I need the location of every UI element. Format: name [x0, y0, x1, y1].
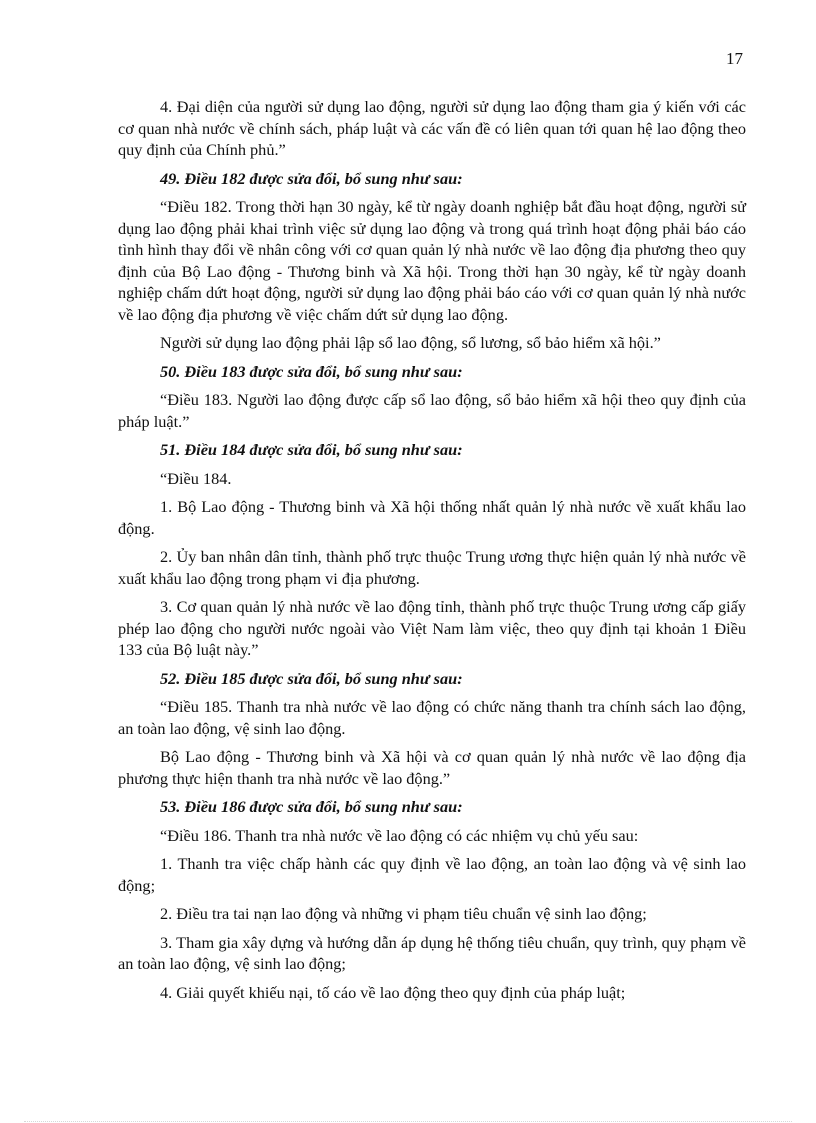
article-amendment-heading: 53. Điều 186 được sửa đổi, bổ sung như sau:: [160, 797, 463, 816]
paragraph: “Điều 182. Trong thời hạn 30 ngày, kể từ ngày doanh nghiệp bắt đầu hoạt động, người sử dụng lao động phải khai trình việc sử dụng lao động và trong quá trình hoạt động phải báo cáo tình hình thay đổi về nhân công với cơ quan quản lý nhà nước về lao động địa phương theo quy định của Bộ Lao động - Thương binh và Xã hội. Trong thời hạn 30 ngày, kể từ ngày doanh nghiệp chấm dứt hoạt động, người sử dụng lao động phải báo cáo với cơ quan quản lý nhà nước về lao động địa phương về việc chấm dứt sử dụng lao động.: [118, 197, 746, 324]
article-amendment-heading: 49. Điều 182 được sửa đổi, bổ sung như sau:: [160, 168, 463, 188]
paragraph: “Điều 186. Thanh tra nhà nước về lao động có các nhiệm vụ chủ yếu sau:: [160, 825, 639, 845]
page-bottom-divider: [24, 1121, 792, 1122]
paragraph: 4. Đại diện của người sử dụng lao động, người sử dụng lao động tham gia ý kiến với các cơ quan nhà nước về chính sách, pháp luật và các vấn đề có liên quan tới quan hệ lao động theo quy định của Chính phủ.”: [118, 97, 746, 159]
paragraph: 3. Tham gia xây dựng và hướng dẫn áp dụng hệ thống tiêu chuẩn, quy trình, quy phạm về an toàn lao động, vệ sinh lao động;: [118, 932, 746, 973]
page-number: 17: [726, 49, 743, 68]
article-amendment-heading: 52. Điều 185 được sửa đổi, bổ sung như sau:: [160, 668, 463, 688]
paragraph: Người sử dụng lao động phải lập sổ lao động, sổ lương, sổ bảo hiểm xã hội.”: [160, 333, 661, 352]
paragraph: 1. Bộ Lao động - Thương binh và Xã hội thống nhất quản lý nhà nước về xuất khẩu lao động.: [118, 497, 746, 538]
paragraph: 1. Thanh tra việc chấp hành các quy định về lao động, an toàn lao động và vệ sinh lao động;: [118, 854, 746, 895]
article-amendment-heading: 50. Điều 183 được sửa đổi, bổ sung như sau:: [160, 361, 463, 381]
paragraph: 2. Ủy ban nhân dân tỉnh, thành phố trực thuộc Trung ương thực hiện quản lý nhà nước về xuất khẩu lao động trong phạm vi địa phương.: [118, 547, 746, 588]
paragraph: 4. Giải quyết khiếu nại, tố cáo về lao động theo quy định của pháp luật;: [160, 982, 626, 1002]
paragraph: 2. Điều tra tai nạn lao động và những vi phạm tiêu chuẩn vệ sinh lao động;: [160, 904, 647, 923]
document-body: [118, 96, 746, 1010]
paragraph: “Điều 185. Thanh tra nhà nước về lao động có chức năng thanh tra chính sách lao động, an toàn lao động, vệ sinh lao động.: [118, 697, 746, 738]
paragraph: 3. Cơ quan quản lý nhà nước về lao động tỉnh, thành phố trực thuộc Trung ương cấp giấy phép lao động cho người nước ngoài vào Việt Nam làm việc, theo quy định tại khoản 1 Điều 133 của Bộ luật này.”: [118, 597, 746, 659]
paragraph: Bộ Lao động - Thương binh và Xã hội và cơ quan quản lý nhà nước về lao động địa phương thực hiện thanh tra nhà nước về lao động.”: [118, 747, 746, 788]
paragraph: “Điều 183. Người lao động được cấp sổ lao động, sổ bảo hiểm xã hội theo quy định của pháp luật.”: [118, 390, 746, 431]
article-amendment-heading: 51. Điều 184 được sửa đổi, bổ sung như sau:: [160, 440, 463, 459]
paragraph: “Điều 184.: [160, 468, 232, 488]
